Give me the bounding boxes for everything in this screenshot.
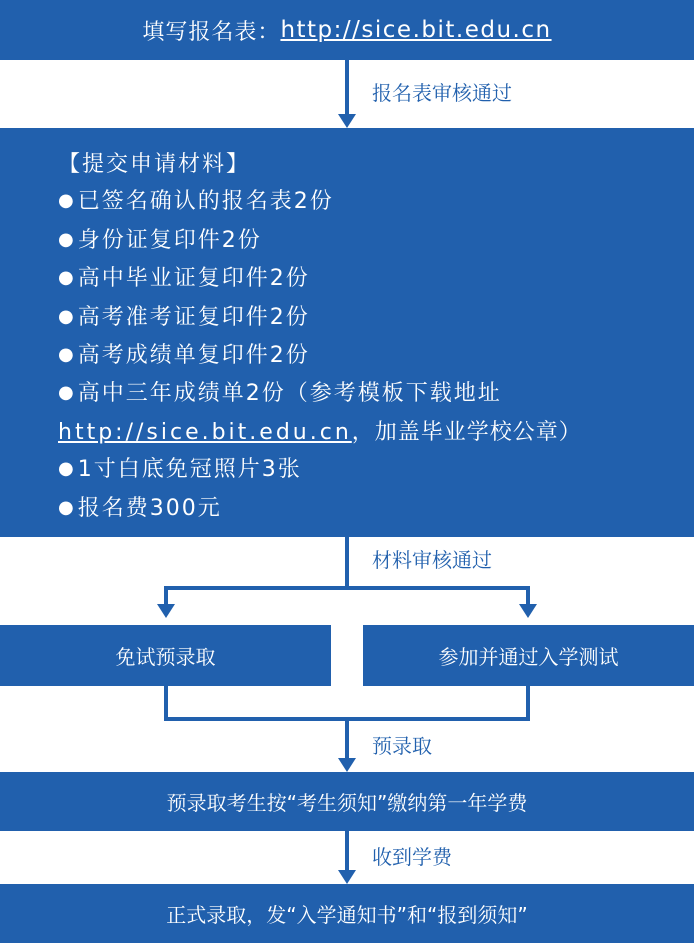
material-item-transcript-cont: http://sice.bit.edu.cn，加盖毕业学校公章） (58, 419, 582, 445)
material-item: ●高考成绩单复印件2份 (58, 343, 310, 369)
material-item: ●1寸白底免冠照片3张 (58, 457, 302, 483)
branch-exempt-admission: 免试预录取 (0, 625, 331, 686)
material-item: ●已签名确认的报名表2份 (58, 189, 334, 215)
material-item: ●报名费300元 (58, 495, 222, 521)
material-item-transcript: ●高中三年成绩单2份（参考模板下载地址 (58, 381, 502, 407)
material-item: ●高考准考证复印件2份 (58, 304, 310, 330)
label-pre-admission: 预录取 (372, 734, 432, 758)
arrowhead-right (519, 604, 537, 618)
materials-title: 【提交申请材料】 (58, 152, 251, 177)
step-pay-tuition: 预录取考生按“考生须知”缴纳第一年学费 (0, 772, 694, 831)
step-fill-form-label: 填写报名表： (142, 19, 281, 45)
connector-merge (166, 686, 528, 719)
arrowhead-4 (338, 870, 356, 884)
label-materials-approved: 材料审核通过 (372, 548, 492, 572)
arrowhead-3 (338, 758, 356, 772)
step-fill-form (0, 0, 694, 60)
arrowhead-1 (338, 114, 356, 128)
step-formal-admission: 正式录取，发“入学通知书”和“报到须知” (0, 884, 694, 943)
material-item: ●身份证复印件2份 (58, 227, 262, 253)
material-item: ●高中毕业证复印件2份 (58, 266, 310, 292)
materials-list (58, 146, 582, 528)
label-form-approved: 报名表审核通过 (372, 81, 512, 105)
registration-link[interactable]: http://sice.bit.edu.cn (280, 17, 552, 43)
arrowhead-left (157, 604, 175, 618)
label-tuition-received: 收到学费 (372, 845, 452, 869)
template-download-link[interactable]: http://sice.bit.edu.cn (58, 419, 352, 445)
connector-split (166, 588, 528, 606)
branch-entrance-test: 参加并通过入学测试 (363, 625, 694, 686)
